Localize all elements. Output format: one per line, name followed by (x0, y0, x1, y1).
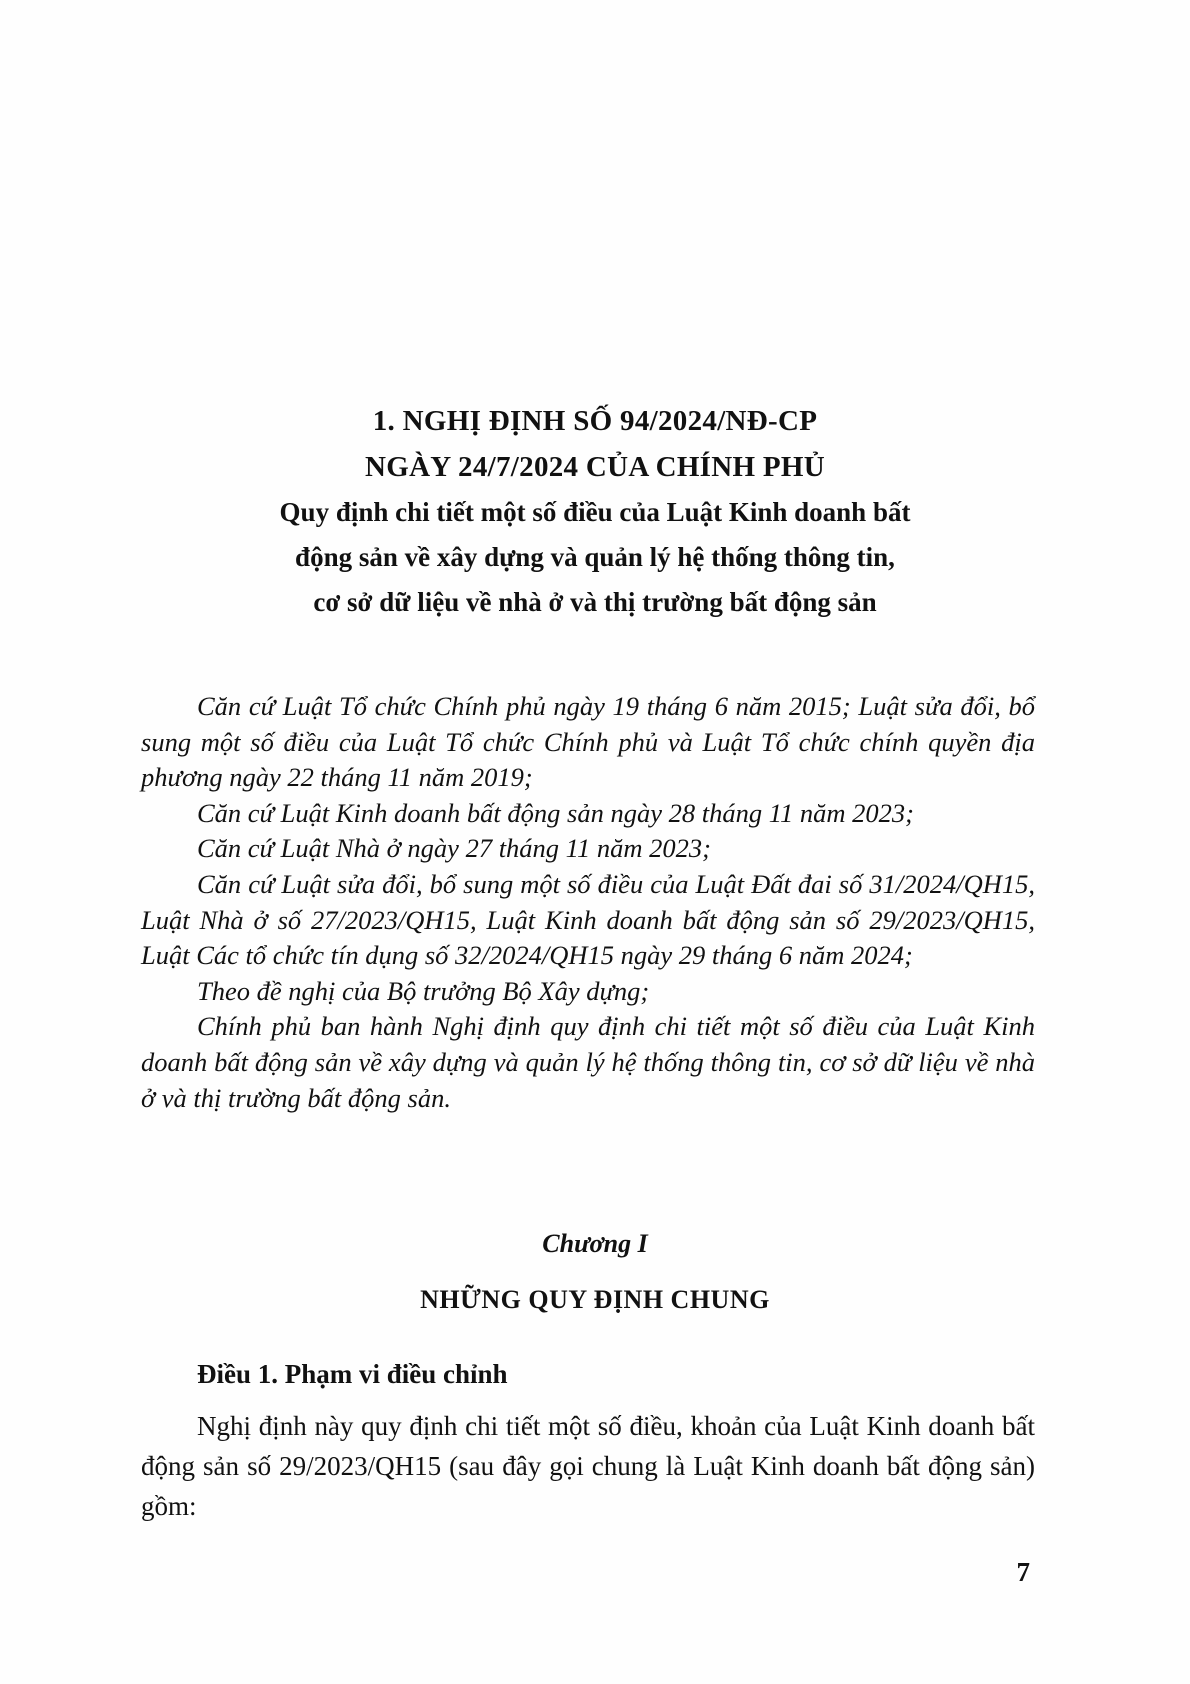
decree-title (100, 398, 1090, 625)
chapter-title: NHỮNG QUY ĐỊNH CHUNG (420, 1285, 770, 1314)
preamble-paragraph: Căn cứ Luật Kinh doanh bất động sản ngày 28 tháng 11 năm 2023; (197, 797, 914, 828)
article-1 (141, 1354, 1035, 1526)
preamble-paragraph: Chính phủ ban hành Nghị định quy định chi tiết một số điều của Luật Kinh doanh bất động sản về xây dựng và quản lý hệ thống thông tin, cơ sở dữ liệu về nhà ở và thị trường bất động sản. (141, 1011, 1035, 1113)
decree-title-line-1: 1. NGHỊ ĐỊNH SỐ 94/2024/NĐ-CP (372, 405, 818, 437)
article-body: Nghị định này quy định chi tiết một số điều, khoản của Luật Kinh doanh bất động sản số 29/2023/QH15 (sau đây gọi chung là Luật Kinh doanh bất động sản) gồm: (141, 1411, 1035, 1521)
preamble-paragraph: Căn cứ Luật sửa đổi, bổ sung một số điều của Luật Đất đai số 31/2024/QH15, Luật Nhà ở số 27/2023/QH15, Luật Kinh doanh bất động sản số 29/2023/QH15, Luật Các tổ chức tín dụng số 32/2024/QH15 ngày 29 tháng 6 năm 2024; (141, 868, 1035, 971)
chapter-heading (100, 1226, 1090, 1318)
decree-subtitle-line-2: động sản về xây dựng và quản lý hệ thống thông tin, (295, 542, 895, 572)
decree-subtitle-line-3: cơ sở dữ liệu về nhà ở và thị trường bất động sản (313, 587, 877, 617)
preamble-paragraph: Theo đề nghị của Bộ trưởng Bộ Xây dựng; (197, 975, 650, 1006)
preamble-paragraph: Căn cứ Luật Tổ chức Chính phủ ngày 19 tháng 6 năm 2015; Luật sửa đổi, bổ sung một số điều của Luật Tổ chức Chính phủ và Luật Tổ chức chính quyền địa phương ngày 22 tháng 11 năm 2019; (141, 691, 1035, 793)
preamble-paragraph: Căn cứ Luật Nhà ở ngày 27 tháng 11 năm 2023; (197, 833, 711, 864)
chapter-label: Chương I (542, 1229, 648, 1258)
page-number: 7 (1016, 1557, 1030, 1587)
article-heading: Điều 1. Phạm vi điều chỉnh (197, 1359, 508, 1389)
decree-title-line-2: NGÀY 24/7/2024 CỦA CHÍNH PHỦ (364, 451, 826, 483)
preamble (141, 689, 1035, 1116)
decree-subtitle-line-1: Quy định chi tiết một số điều của Luật Kinh doanh bất (279, 497, 911, 527)
